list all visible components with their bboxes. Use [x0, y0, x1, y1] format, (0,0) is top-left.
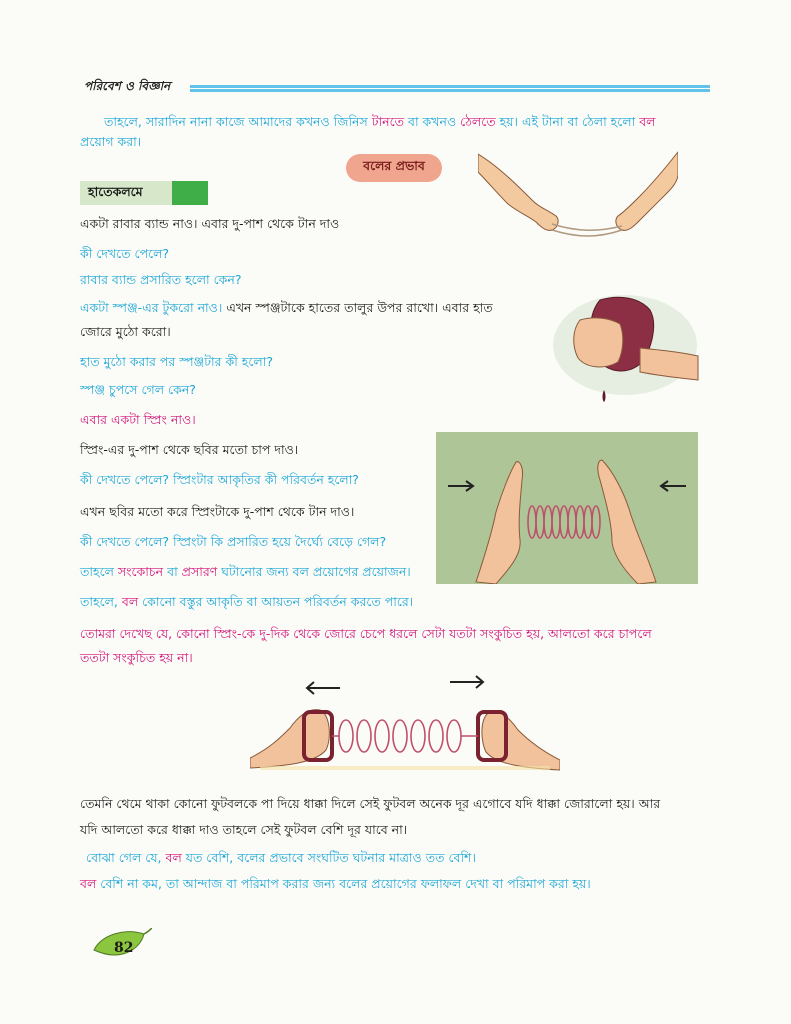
activity-q7: এবার একটা স্প্রিং নাও।	[80, 412, 196, 427]
activity-q5: হাত মুঠো করার পর স্পঞ্জটার কী হলো?	[80, 354, 273, 369]
activity-heading: হাতেকলমে	[88, 184, 143, 199]
football-line-1: তেমনি থেমে থাকা কোনো ফুটবলকে পা দিয়ে ধাক্কা দিলে সেই ফুটবল অনেক দূর এগোবে যদি ধাক্কা জোরালো হয়। আর	[80, 796, 661, 811]
keyword-expansion: প্রসারণ	[181, 564, 218, 579]
keyword-force: বল	[80, 876, 97, 891]
keyword-contraction: সংকোচন	[117, 564, 164, 579]
spring-note-line-2: ততটা সংকুচিত হয় না।	[80, 650, 193, 665]
conclusion-line-1	[86, 848, 476, 868]
activity-q8: স্প্রিং-এর দু-পাশ থেকে ছবির মতো চাপ দাও।	[80, 442, 299, 457]
intro-keyword-force: বল	[639, 114, 656, 129]
rubber-band-illustration	[478, 146, 678, 252]
keyword-force: বল	[121, 594, 139, 609]
football-line-2: যদি আলতো করে ধাক্কা দাও তাহলে সেই ফুটবল বেশি দূর যাবে না।	[80, 822, 408, 837]
activity-q2: কী দেখতে পেলে?	[80, 246, 170, 261]
spring-note-line-1: তোমরা দেখেছ যে, কোনো স্প্রিং-কে দু-দিক থেকে জোরে চেপে ধরলে সেটা যতটা সংকুচিত হয়, আলতো করে চাপলে	[80, 626, 652, 641]
conclusion-text: যত বেশি, বলের প্রভাবে সংঘটিত ঘটনার মাত্রাও তত বেশি।	[181, 850, 476, 865]
intro-text: তাহলে, সারাদিন নানা কাজে আমাদের কখনও জিনিস	[104, 114, 372, 129]
intro-text: হয়। এই টানা বা ঠেলা হলো	[495, 114, 640, 129]
keyword-force: বল	[165, 850, 182, 865]
activity-q9: কী দেখতে পেলে? স্প্রিংটার আকৃতির কী পরিবর্তন হলো?	[80, 472, 359, 487]
spring-compress-illustration	[436, 432, 698, 584]
intro-keyword-push: ঠেলতে	[460, 114, 496, 129]
activity-q12	[80, 562, 411, 582]
activity-q4	[80, 298, 493, 318]
section-title-pill: বলের প্রভাব	[346, 154, 442, 182]
activity-q12-e: ঘটানোর জন্য বল প্রয়োগের প্রয়োজন।	[217, 564, 411, 579]
activity-q10: এখন ছবির মতো করে স্প্রিংটাকে দু-পাশ থেকে টান দাও।	[80, 504, 355, 519]
activity-q12-a: তাহলে	[80, 564, 118, 579]
spring-stretch-illustration	[250, 668, 560, 772]
conclusion-text: বেশি না কম, তা আন্দাজ বা পরিমাপ করার জন্য বলের প্রয়োগের ফলাফল দেখা বা পরিমাপ করা হয়।	[96, 876, 591, 891]
intro-line-1	[104, 112, 655, 132]
header-title: পরিবেশ ও বিজ্ঞান	[84, 79, 171, 93]
activity-q11: কী দেখতে পেলে? স্প্রিংটা কি প্রসারিত হয়ে দৈর্ঘ্যে বেড়ে গেল?	[80, 534, 387, 549]
conclusion-text: বোঝা গেল যে,	[86, 850, 166, 865]
page-number: 82	[114, 940, 134, 956]
activity-q6: স্পঞ্জ চুপসে গেল কেন?	[80, 382, 196, 397]
activity-q12-c: বা	[163, 564, 182, 579]
activity-q3: রাবার ব্যান্ড প্রসারিত হলো কেন?	[80, 272, 242, 287]
header-rule	[190, 85, 710, 92]
activity-q1: একটা রাবার ব্যান্ড নাও। এবার দু-পাশ থেকে টান দাও	[80, 216, 340, 231]
activity-q4-cont: জোরে মুঠো করো।	[80, 324, 171, 339]
activity-heading-box	[80, 181, 208, 205]
activity-q13	[80, 592, 413, 612]
intro-line-2: প্রয়োগ করা।	[80, 134, 142, 149]
activity-q4-b: এখন স্পঞ্জটাকে হাতের তালুর উপর রাখো। এবার হাত	[222, 300, 493, 315]
activity-q4-a: একটা স্পঞ্জ-এর টুকরো নাও।	[80, 300, 223, 315]
intro-text: বা কখনও	[404, 114, 461, 129]
page-number-leaf	[92, 928, 152, 964]
conclusion-line-2	[80, 874, 591, 894]
activity-q13-c: কোনো বস্তুর আকৃতি বা আয়তন পরিবর্তন করতে পারে।	[138, 594, 414, 609]
sponge-fist-illustration	[540, 290, 700, 410]
intro-keyword-pull: টানতে	[371, 114, 405, 129]
activity-q13-a: তাহলে,	[80, 594, 122, 609]
